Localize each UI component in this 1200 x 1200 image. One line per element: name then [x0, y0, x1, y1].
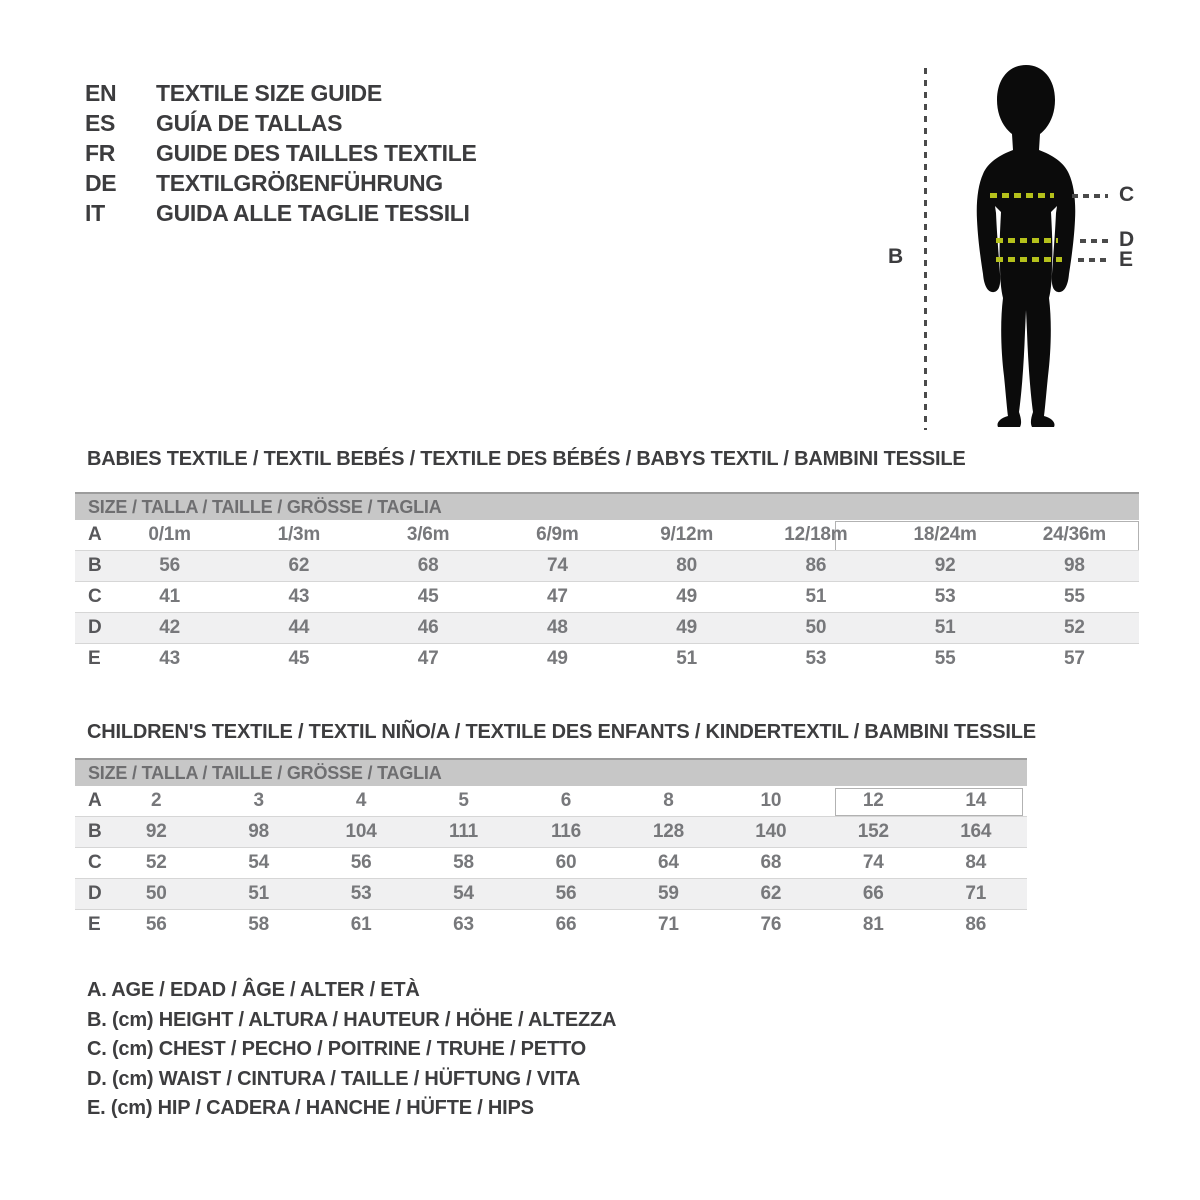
- table-cell: 152: [822, 817, 924, 848]
- language-code: FR: [85, 140, 116, 166]
- table-row: [75, 582, 1139, 613]
- table-cell: 116: [515, 817, 617, 848]
- measurement-legend: [87, 976, 616, 1124]
- language-code: IT: [85, 200, 105, 226]
- table-cell: 111: [412, 817, 514, 848]
- table-cell: 55: [934, 648, 956, 669]
- legend-item-hip: E. (cm) HIP / CADERA / HANCHE / HÜFTE / HIPS: [87, 1097, 534, 1119]
- table-cell: 56: [515, 879, 617, 910]
- table-cell: 76: [760, 914, 782, 935]
- children-size-table: [75, 786, 1027, 940]
- table-cell: 1/3m: [277, 524, 321, 545]
- babies-section-heading: BABIES TEXTILE / TEXTIL BEBÉS / TEXTILE DES BÉBÉS / BABYS TEXTIL / BAMBINI TESSILE: [87, 448, 966, 470]
- table-cell: 66: [822, 879, 924, 910]
- table-cell: 45: [288, 648, 310, 669]
- table-cell: 59: [617, 879, 719, 910]
- language-title: GUÍA DE TALLAS: [156, 110, 343, 136]
- legend-item-height: B. (cm) HEIGHT / ALTURA / HAUTEUR / HÖHE / ALTEZZA: [87, 1008, 617, 1031]
- table-cell: 53: [310, 879, 412, 910]
- table-cell: 54: [248, 852, 270, 873]
- table-cell: 140: [720, 817, 822, 848]
- language-title: GUIDA ALLE TAGLIE TESSILI: [156, 200, 470, 226]
- row-label: C: [88, 852, 102, 873]
- table-cell: 66: [555, 914, 577, 935]
- table-row: [75, 644, 1139, 675]
- table-cell: 3/6m: [406, 524, 450, 545]
- row-label: A: [88, 524, 102, 545]
- legend-item-age: A. AGE / EDAD / ÂGE / ALTER / ETÀ: [87, 979, 420, 1001]
- table-cell: 3: [253, 790, 264, 811]
- table-cell: 51: [881, 613, 1010, 644]
- language-code: ES: [85, 110, 116, 136]
- table-cell: 47: [547, 586, 568, 607]
- table-cell: 71: [658, 914, 679, 935]
- table-cell: 104: [310, 817, 412, 848]
- table-cell: 52: [145, 852, 167, 873]
- table-cell: 58: [248, 914, 270, 935]
- children-size-table-grid: [75, 786, 1027, 940]
- table-cell: 45: [417, 586, 439, 607]
- table-cell: 41: [159, 586, 180, 607]
- row-label: B: [75, 817, 105, 848]
- table-row: [75, 551, 1139, 582]
- table-cell: 44: [234, 613, 363, 644]
- table-cell: 84: [965, 852, 987, 873]
- hip-leader-line: [1078, 258, 1108, 262]
- table-cell: 49: [547, 648, 568, 669]
- table-cell: 51: [805, 586, 827, 607]
- table-cell: 54: [412, 879, 514, 910]
- table-cell: 8: [663, 790, 674, 811]
- table-cell: 43: [288, 586, 310, 607]
- child-silhouette-icon: [963, 60, 1087, 432]
- table-cell: 6: [560, 790, 572, 811]
- table-cell: 51: [207, 879, 309, 910]
- table-cell: 58: [453, 852, 474, 873]
- row-label: B: [75, 551, 105, 582]
- table-cell: 5: [458, 790, 469, 811]
- table-cell: 52: [1010, 613, 1139, 644]
- table-row: [75, 520, 1139, 551]
- table-cell: 49: [676, 586, 697, 607]
- table-cell: 12/18m: [784, 524, 848, 545]
- row-label: E: [88, 648, 101, 669]
- row-label: D: [75, 879, 105, 910]
- table-cell: 128: [617, 817, 719, 848]
- language-row-it: [85, 198, 477, 228]
- table-cell: 62: [234, 551, 363, 582]
- legend-item-waist: D. (cm) WAIST / CINTURA / TAILLE / HÜFTUNG / VITA: [87, 1067, 581, 1090]
- row-label: C: [88, 586, 102, 607]
- table-row: [75, 910, 1027, 941]
- legend-item-chest: C. (cm) CHEST / PECHO / POITRINE / TRUHE / PETTO: [87, 1038, 586, 1060]
- children-section-heading: CHILDREN'S TEXTILE / TEXTIL NIÑO/A / TEXTILE DES ENFANTS / KINDERTEXTIL / BAMBINI TESSILE: [87, 721, 1036, 743]
- table-cell: 74: [493, 551, 622, 582]
- table-cell: 56: [145, 914, 167, 935]
- language-row-en: [85, 78, 477, 108]
- table-row: [75, 879, 1027, 910]
- babies-size-table: [75, 520, 1139, 674]
- table-cell: 74: [862, 852, 884, 873]
- table-cell: 50: [751, 613, 880, 644]
- table-cell: 86: [751, 551, 880, 582]
- row-label: A: [88, 790, 102, 811]
- waist-measure-label: D: [1119, 228, 1135, 251]
- table-cell: 24/36m: [1042, 524, 1106, 545]
- table-cell: 43: [159, 648, 180, 669]
- children-size-header-bar: SIZE / TALLA / TAILLE / GRÖSSE / TAGLIA: [75, 758, 1027, 786]
- waist-leader-line: [1080, 239, 1108, 243]
- table-cell: 47: [417, 648, 439, 669]
- language-row-fr: [85, 138, 477, 168]
- table-cell: 55: [1064, 586, 1085, 607]
- table-cell: 92: [881, 551, 1010, 582]
- language-title: TEXTILE SIZE GUIDE: [156, 80, 382, 106]
- hip-measure-line: [996, 257, 1062, 262]
- waist-measure-line: [996, 238, 1058, 243]
- table-cell: 2: [151, 790, 162, 811]
- table-cell: 92: [105, 817, 207, 848]
- table-cell: 49: [622, 613, 751, 644]
- table-cell: 50: [105, 879, 207, 910]
- table-cell: 46: [364, 613, 493, 644]
- table-cell: 53: [805, 648, 827, 669]
- table-cell: 48: [493, 613, 622, 644]
- babies-size-header-bar: SIZE / TALLA / TAILLE / GRÖSSE / TAGLIA: [75, 492, 1139, 520]
- table-cell: 81: [862, 914, 884, 935]
- table-row: [75, 848, 1027, 879]
- table-cell: 64: [658, 852, 679, 873]
- table-cell: 51: [676, 648, 697, 669]
- language-title: TEXTILGRÖßENFÜHRUNG: [156, 170, 443, 196]
- table-cell: 98: [1010, 551, 1139, 582]
- hip-measure-label: E: [1119, 248, 1134, 271]
- chest-leader-line: [1072, 194, 1108, 198]
- table-cell: 98: [207, 817, 309, 848]
- table-cell: 18/24m: [913, 524, 977, 545]
- table-cell: 56: [350, 852, 372, 873]
- chest-measure-line: [990, 193, 1054, 198]
- table-cell: 60: [555, 852, 577, 873]
- language-code: EN: [85, 80, 117, 106]
- table-cell: 68: [760, 852, 782, 873]
- table-cell: 63: [453, 914, 474, 935]
- height-measure-line: [924, 68, 927, 430]
- table-cell: 80: [622, 551, 751, 582]
- table-row: [75, 786, 1027, 817]
- language-code: DE: [85, 170, 117, 196]
- table-cell: 62: [720, 879, 822, 910]
- table-cell: 71: [925, 879, 1028, 910]
- height-measure-label: B: [888, 245, 904, 268]
- table-row: [75, 817, 1027, 848]
- table-cell: 53: [934, 586, 956, 607]
- row-label: D: [75, 613, 105, 644]
- chest-measure-label: C: [1119, 183, 1135, 206]
- table-cell: 12: [862, 790, 884, 811]
- language-row-de: [85, 168, 477, 198]
- table-cell: 57: [1064, 648, 1085, 669]
- babies-size-table-grid: [75, 520, 1139, 674]
- table-cell: 0/1m: [148, 524, 191, 545]
- table-cell: 14: [965, 790, 987, 811]
- row-label: E: [88, 914, 101, 935]
- table-row: [75, 613, 1139, 644]
- table-cell: 10: [760, 790, 782, 811]
- table-cell: 4: [355, 790, 367, 811]
- table-cell: 86: [965, 914, 987, 935]
- table-cell: 68: [364, 551, 493, 582]
- table-cell: 42: [105, 613, 234, 644]
- table-cell: 56: [105, 551, 234, 582]
- language-title: GUIDE DES TAILLES TEXTILE: [156, 140, 477, 166]
- table-cell: 6/9m: [536, 524, 579, 545]
- table-cell: 61: [350, 914, 372, 935]
- language-row-es: [85, 108, 477, 138]
- language-title-list: [85, 78, 477, 228]
- table-cell: 164: [925, 817, 1028, 848]
- table-cell: 9/12m: [660, 524, 714, 545]
